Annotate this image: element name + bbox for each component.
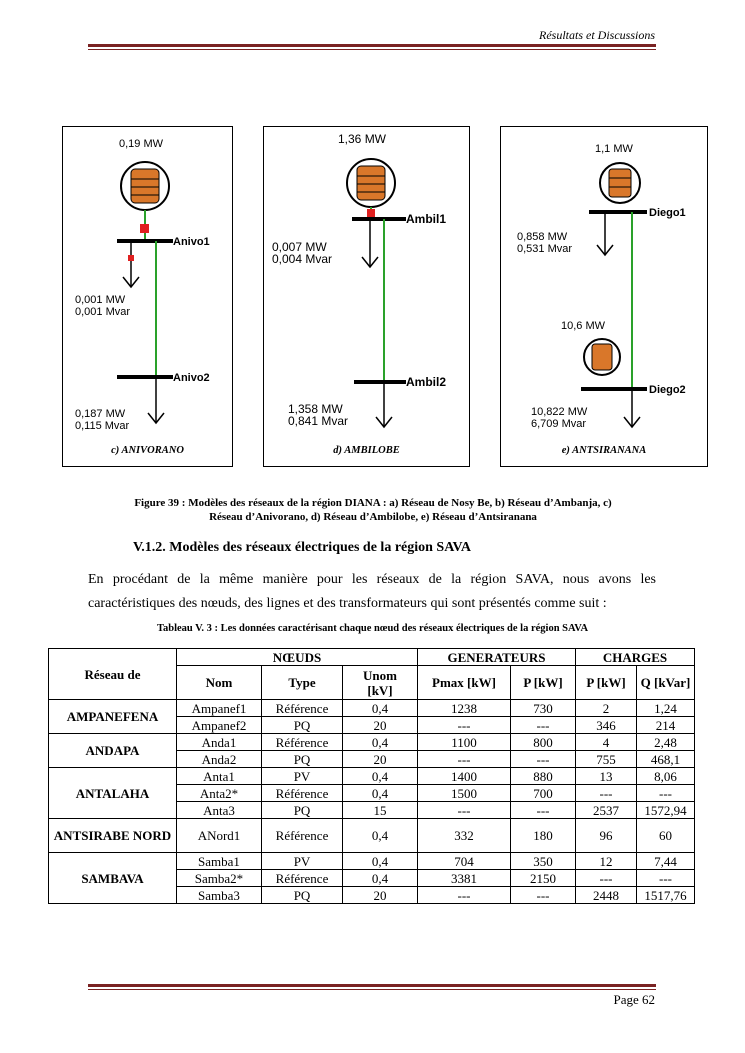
section-title: V.1.2. Modèles des réseaux électriques de la région SAVA — [133, 540, 471, 555]
load1-mvar: 0,004 Mvar — [272, 252, 333, 266]
col-pgen: P [kW] — [511, 666, 576, 700]
figure-caption: Figure 39 : Modèles des réseaux de la région DIANA : a) Réseau de Nosy Be, b) Réseau d’Ambanja, c) Réseau d’Anivorano, d) Réseau d’Ambilobe, e) Réseau d’Antsiranana — [134, 497, 612, 523]
table-row: SAMBAVA Samba1 PV 0,4 704 350 12 7,44 — [49, 853, 695, 870]
table-row: ANTALAHA Anta1 PV 0,4 1400 880 13 8,06 — [49, 768, 695, 785]
col-noeuds: NŒUDS — [177, 649, 418, 666]
bus1-label: Ambil1 — [406, 212, 447, 226]
table-row: Ampanef2 PQ 20 --- --- 346 214 — [49, 717, 695, 734]
load2-mvar: 0,841 Mvar — [288, 414, 349, 428]
load2-mw: 10,822 MW — [531, 406, 588, 418]
load1-mvar: 0,531 Mvar — [517, 243, 573, 255]
col-q: Q [kVar] — [637, 666, 695, 700]
figure-ambilobe — [263, 126, 470, 467]
bus1-label: Diego1 — [649, 207, 686, 219]
header-rule — [88, 44, 656, 50]
anivorano-diagram — [63, 127, 232, 466]
bus2-label: Ambil2 — [406, 375, 447, 389]
load1-mw: 0,858 MW — [517, 231, 568, 243]
figure-anivorano — [62, 126, 233, 467]
running-header: Résultats et Discussions — [539, 28, 655, 42]
col-nom: Nom — [177, 666, 262, 700]
gen-power-label: 0,19 MW — [119, 138, 164, 150]
figure-label: c) ANIVORANO — [111, 445, 184, 456]
table-row: ANTSIRABE NORD ANord1 Référence 0,4 332 180 96 60 — [49, 819, 695, 853]
gen-power-label: 1,36 MW — [338, 132, 387, 146]
figure-label: e) ANTSIRANANA — [561, 445, 647, 456]
load2-mvar: 0,115 Mvar — [75, 420, 130, 432]
col-charges: CHARGES — [576, 649, 695, 666]
table-row: Samba2* Référence 0,4 3381 2150 --- --- — [49, 870, 695, 887]
col-pmax: Pmax [kW] — [418, 666, 511, 700]
table-row: Samba3 PQ 20 --- --- 2448 1517,76 — [49, 887, 695, 904]
table-row: Anta2* Référence 0,4 1500 700 --- --- — [49, 785, 695, 802]
figure-antsiranana — [500, 126, 708, 467]
table-row: Anda2 PQ 20 --- --- 755 468,1 — [49, 751, 695, 768]
breaker-marker — [140, 224, 149, 233]
load1-mw: 0,001 MW — [75, 294, 126, 306]
col-generateurs: GENERATEURS — [418, 649, 576, 666]
footer-rule — [88, 984, 656, 990]
paragraph-line1: En procédant de la même manière pour les réseaux de la région SAVA, nous avons les — [88, 572, 656, 587]
col-pload: P [kW] — [576, 666, 637, 700]
load2-mw: 1,358 MW — [288, 402, 343, 416]
load2-mw: 0,187 MW — [75, 408, 126, 420]
ambilobe-diagram — [264, 127, 469, 466]
load1-mvar: 0,001 Mvar — [75, 306, 131, 318]
col-reseau: Réseau de — [49, 649, 177, 700]
gen1-power-label: 1,1 MW — [595, 143, 633, 155]
figure-label: d) AMBILOBE — [333, 445, 400, 456]
generator-tank — [131, 169, 159, 203]
col-type: Type — [262, 666, 343, 700]
paragraph-line2: caractéristiques des nœuds, des lignes et des transformateurs qui sont présentés comme suit : — [88, 596, 607, 611]
bus2-label: Diego2 — [649, 384, 686, 396]
table-row: AMPANEFENA Ampanef1 Référence 0,4 1238 730 2 1,24 — [49, 700, 695, 717]
table-caption: Tableau V. 3 : Les données caractérisant chaque nœud des réseaux électriques de la région SAVA — [156, 623, 589, 634]
bus1-label: Anivo1 — [173, 236, 210, 248]
antsiranana-diagram — [501, 127, 707, 466]
col-unom: Unom [kV] — [343, 666, 418, 700]
bus2-label: Anivo2 — [173, 372, 210, 384]
table-row: ANDAPA Anda1 Référence 0,4 1100 800 4 2,48 — [49, 734, 695, 751]
load2-mvar: 6,709 Mvar — [531, 418, 587, 430]
gen2-power-label: 10,6 MW — [561, 320, 606, 332]
load1-mw: 0,007 MW — [272, 240, 327, 254]
sava-table — [48, 648, 695, 904]
table-row: Anta3 PQ 15 --- --- 2537 1572,94 — [49, 802, 695, 819]
page-number: Page 62 — [613, 992, 655, 1007]
